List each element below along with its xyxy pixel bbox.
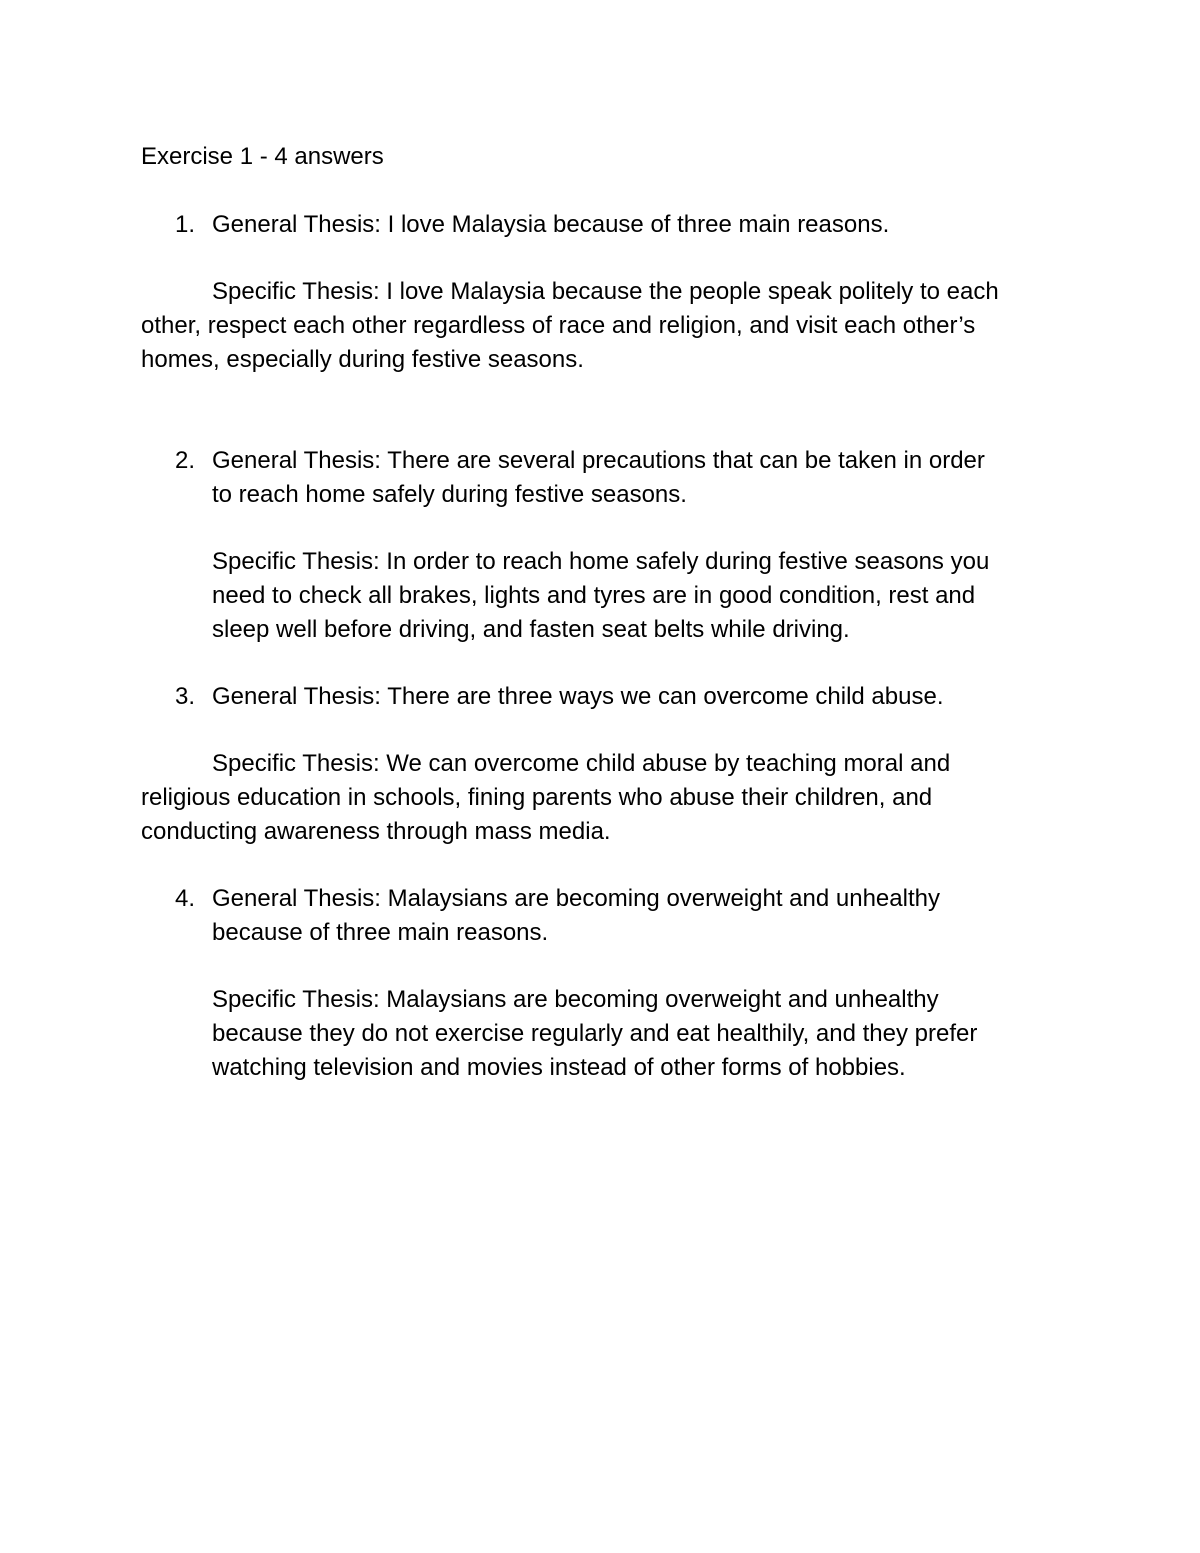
answer-item-4 — [141, 882, 1061, 1085]
general-thesis-line: because of three main reasons. — [212, 919, 549, 946]
list-number: 2. — [175, 447, 196, 474]
specific-thesis — [141, 747, 1061, 849]
general-thesis-line: General Thesis: There are three ways we can overcome child abuse. — [212, 683, 944, 710]
specific-thesis-line: because they do not exercise regularly and eat healthily, and they prefer — [212, 1020, 978, 1047]
specific-thesis-line: Specific Thesis: Malaysians are becoming overweight and unhealthy — [212, 986, 939, 1013]
specific-thesis-line: other, respect each other regardless of race and religion, and visit each other’s — [141, 312, 976, 339]
list-number: 1. — [175, 211, 196, 238]
specific-thesis-line: sleep well before driving, and fasten seat belts while driving. — [212, 616, 850, 643]
specific-thesis — [141, 275, 1061, 377]
answer-item-3 — [141, 680, 1061, 849]
document-title: Exercise 1 - 4 answers — [141, 143, 384, 170]
list-number: 4. — [175, 885, 196, 912]
specific-thesis-line: Specific Thesis: We can overcome child abuse by teaching moral and — [212, 750, 951, 777]
general-thesis-line: General Thesis: I love Malaysia because of three main reasons. — [212, 211, 890, 238]
answer-item-1 — [141, 208, 1061, 377]
general-thesis — [141, 444, 1061, 512]
list-number: 3. — [175, 683, 196, 710]
specific-thesis-line: Specific Thesis: In order to reach home safely during festive seasons you — [212, 548, 990, 575]
general-thesis-line: to reach home safely during festive seasons. — [212, 481, 687, 508]
specific-thesis-line: conducting awareness through mass media. — [141, 818, 611, 845]
specific-thesis — [141, 983, 1061, 1085]
specific-thesis-line: homes, especially during festive seasons. — [141, 346, 584, 373]
answer-item-2 — [141, 444, 1061, 647]
general-thesis — [141, 882, 1061, 950]
specific-thesis-line: watching television and movies instead of other forms of hobbies. — [212, 1054, 906, 1081]
specific-thesis — [141, 545, 1061, 647]
general-thesis-line: General Thesis: Malaysians are becoming overweight and unhealthy — [212, 885, 940, 912]
specific-thesis-line: religious education in schools, fining parents who abuse their children, and — [141, 784, 933, 811]
specific-thesis-line: Specific Thesis: I love Malaysia because the people speak politely to each — [212, 278, 999, 305]
specific-thesis-line: need to check all brakes, lights and tyres are in good condition, rest and — [212, 582, 976, 609]
general-thesis — [141, 208, 1061, 242]
general-thesis-line: General Thesis: There are several precautions that can be taken in order — [212, 447, 985, 474]
general-thesis — [141, 680, 1061, 714]
